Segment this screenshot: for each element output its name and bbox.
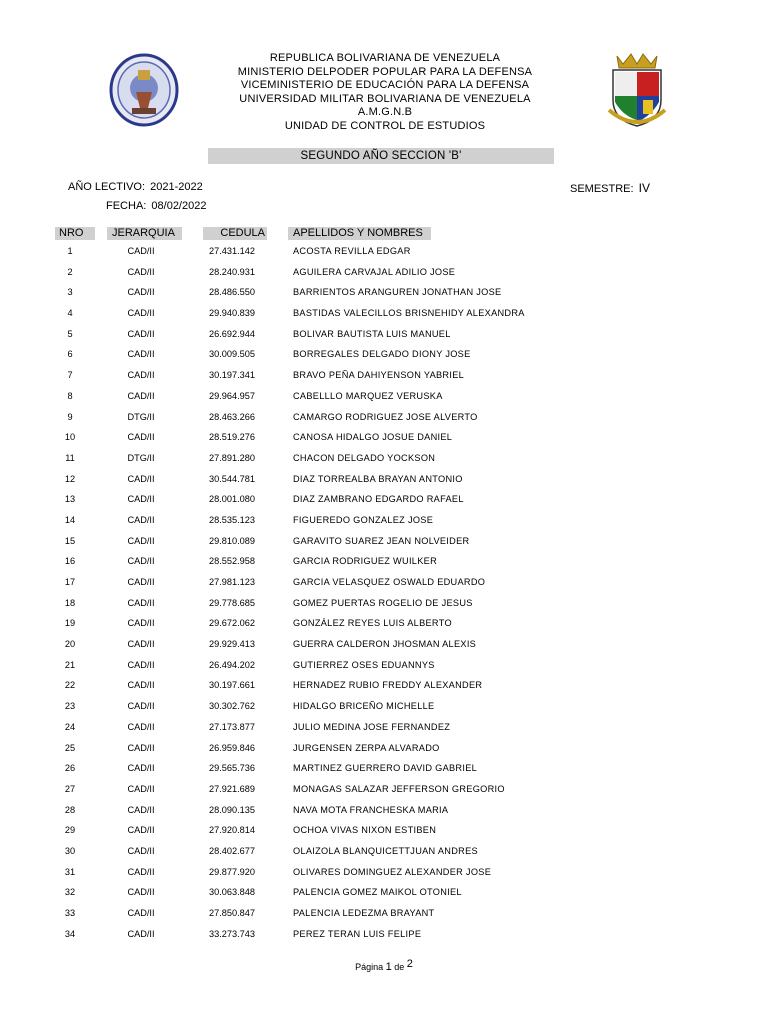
table-row <box>0 782 768 803</box>
row-cedula: 30.302.762 <box>209 701 255 712</box>
header-nro: NRO <box>55 227 95 240</box>
row-jerarquia: CAD/II <box>127 866 155 877</box>
semestre <box>570 181 650 195</box>
table-row <box>0 678 768 699</box>
row-cedula: 27.920.814 <box>209 825 255 836</box>
table-row <box>0 534 768 555</box>
row-cedula: 29.778.685 <box>209 597 255 608</box>
row-jerarquia: CAD/II <box>127 349 155 360</box>
row-jerarquia: CAD/II <box>127 328 155 339</box>
table-row <box>0 823 768 844</box>
table-row <box>0 844 768 865</box>
table-row <box>0 575 768 596</box>
table-row <box>0 927 768 948</box>
table-row <box>0 285 768 306</box>
row-cedula: 28.090.135 <box>209 804 255 815</box>
row-jerarquia: CAD/II <box>127 494 155 505</box>
table-row <box>0 472 768 493</box>
row-nombre: CABELLLO MARQUEZ VERUSKA <box>293 390 443 401</box>
row-nombre: MONAGAS SALAZAR JEFFERSON GREGORIO <box>293 783 505 794</box>
row-nro: 17 <box>64 577 76 587</box>
row-jerarquia: CAD/II <box>127 825 155 836</box>
row-cedula: 28.463.266 <box>209 411 255 422</box>
row-nombre: PALENCIA GOMEZ MAIKOL OTONIEL <box>293 887 462 898</box>
row-cedula: 26.494.202 <box>209 659 255 670</box>
row-cedula: 28.535.123 <box>209 514 255 525</box>
row-jerarquia: CAD/II <box>127 721 155 732</box>
row-nombre: GARCIA VELASQUEZ OSWALD EDUARDO <box>293 577 486 587</box>
row-nombre: BOLIVAR BAUTISTA LUIS MANUEL <box>293 328 451 339</box>
row-cedula: 33.273.743 <box>209 928 255 939</box>
table-row <box>0 368 768 389</box>
table-row <box>0 410 768 431</box>
row-nombre: CANOSA HIDALGO JOSUE DANIEL <box>293 432 453 443</box>
row-cedula: 28.402.677 <box>209 845 255 856</box>
header-line-university: UNIVERSIDAD MILITAR BOLIVARIANA DE VENEZUELA <box>239 92 531 105</box>
table-row <box>0 906 768 927</box>
row-cedula: 29.940.839 <box>209 308 255 319</box>
row-nombre: CAMARGO RODRIGUEZ JOSE ALVERTO <box>293 411 478 422</box>
row-cedula: 27.921.689 <box>209 783 255 794</box>
row-nombre: PALENCIA LEDEZMA BRAYANT <box>293 908 435 918</box>
row-nro: 15 <box>64 535 76 546</box>
row-nro: 9 <box>67 411 73 422</box>
fecha-value: 08/02/2022 <box>151 200 207 212</box>
row-nombre: AGUILERA CARVAJAL ADILIO JOSE <box>293 266 456 277</box>
coat-of-arms-icon <box>603 50 671 130</box>
row-nro: 22 <box>64 680 76 691</box>
row-nro: 3 <box>67 287 73 298</box>
row-cedula: 29.672.062 <box>209 618 255 629</box>
row-jerarquia: CAD/II <box>127 908 155 918</box>
ano-lectivo-value: 2021-2022 <box>150 181 203 193</box>
row-jerarquia: CAD/II <box>127 473 155 484</box>
row-nro: 19 <box>64 618 76 629</box>
row-cedula: 30.197.661 <box>209 680 255 691</box>
row-nro: 28 <box>64 804 76 815</box>
header-line-amgnb: A.M.G.N.B <box>357 106 413 118</box>
row-nro: 21 <box>64 659 76 670</box>
row-nombre: GARAVITO SUAREZ JEAN NOLVEIDER <box>293 535 470 546</box>
table-row <box>0 244 768 265</box>
row-nro: 23 <box>64 701 76 712</box>
header-line-unit: UNIDAD DE CONTROL DE ESTUDIOS <box>284 119 486 132</box>
row-nro: 31 <box>64 866 76 877</box>
row-cedula: 27.981.123 <box>209 577 255 587</box>
header-nombres: APELLIDOS Y NOMBRES <box>288 227 431 240</box>
row-cedula: 28.240.931 <box>209 266 255 277</box>
row-nombre: NAVA MOTA FRANCHESKA MARIA <box>293 804 449 815</box>
row-nro: 12 <box>64 473 76 484</box>
row-nro: 27 <box>64 783 76 794</box>
row-cedula: 30.009.505 <box>209 349 255 360</box>
table-row <box>0 492 768 513</box>
row-nombre: GUERRA CALDERON JHOSMAN ALEXIS <box>293 639 477 650</box>
row-cedula: 29.810.089 <box>209 535 255 546</box>
row-nombre: PEREZ TERAN LUIS FELIPE <box>293 928 422 939</box>
row-nombre: ACOSTA REVILLA EDGAR <box>293 246 411 256</box>
row-nombre: HIDALGO BRICEÑO MICHELLE <box>293 701 435 712</box>
table-row <box>0 596 768 617</box>
section-title: SEGUNDO AÑO SECCION 'B' <box>208 148 554 164</box>
table-row <box>0 451 768 472</box>
ano-lectivo <box>68 181 203 193</box>
row-jerarquia: CAD/II <box>127 804 155 815</box>
row-jerarquia: CAD/II <box>127 701 155 712</box>
row-jerarquia: DTG/II <box>127 411 155 422</box>
row-cedula: 28.552.958 <box>209 556 255 567</box>
row-jerarquia: CAD/II <box>127 659 155 670</box>
student-list <box>0 244 768 947</box>
row-jerarquia: CAD/II <box>127 783 155 794</box>
row-nro: 20 <box>64 639 76 650</box>
row-nombre: OCHOA VIVAS NIXON ESTIBEN <box>293 825 437 836</box>
row-nombre: JURGENSEN ZERPA ALVARADO <box>293 742 440 753</box>
row-jerarquia: CAD/II <box>127 370 155 381</box>
row-nro: 5 <box>67 328 73 339</box>
table-row <box>0 865 768 886</box>
table-row <box>0 513 768 534</box>
table-row <box>0 430 768 451</box>
row-jerarquia: CAD/II <box>127 246 155 256</box>
table-row <box>0 741 768 762</box>
table-row <box>0 761 768 782</box>
row-jerarquia: CAD/II <box>127 287 155 298</box>
row-jerarquia: CAD/II <box>127 535 155 546</box>
row-cedula: 29.565.736 <box>209 763 255 774</box>
row-jerarquia: CAD/II <box>127 556 155 567</box>
row-nro: 26 <box>64 763 76 774</box>
row-nro: 32 <box>64 887 76 898</box>
row-cedula: 27.850.847 <box>209 908 255 918</box>
header-line-republic: REPUBLICA BOLIVARIANA DE VENEZUELA <box>269 52 501 64</box>
header-cedula: CEDULA <box>203 227 267 240</box>
row-cedula: 30.063.848 <box>209 887 255 898</box>
table-row <box>0 265 768 286</box>
row-cedula: 30.544.781 <box>209 473 255 484</box>
table-row <box>0 720 768 741</box>
row-nro: 13 <box>64 494 76 505</box>
row-cedula: 28.486.550 <box>209 287 255 298</box>
row-nombre: GARCIA RODRIGUEZ WUILKER <box>293 556 438 567</box>
row-jerarquia: CAD/II <box>127 742 155 753</box>
row-nombre: GOMEZ PUERTAS ROGELIO DE JESUS <box>293 597 473 608</box>
row-jerarquia: CAD/II <box>127 390 155 401</box>
row-jerarquia: CAD/II <box>127 432 155 443</box>
table-row <box>0 327 768 348</box>
row-nro: 11 <box>65 452 75 463</box>
row-jerarquia: CAD/II <box>127 887 155 898</box>
row-nro: 24 <box>64 721 76 732</box>
row-nro: 2 <box>67 266 73 277</box>
row-jerarquia: DTG/II <box>127 452 155 463</box>
row-nro: 16 <box>64 556 76 567</box>
row-nombre: CHACON DELGADO YOCKSON <box>293 452 436 463</box>
row-jerarquia: CAD/II <box>127 639 155 650</box>
row-jerarquia: CAD/II <box>127 266 155 277</box>
row-nro: 25 <box>64 742 76 753</box>
row-cedula: 28.519.276 <box>209 432 255 443</box>
row-cedula: 27.891.280 <box>209 452 255 463</box>
row-nro: 34 <box>64 928 76 939</box>
row-cedula: 27.431.142 <box>209 246 255 256</box>
row-nro: 29 <box>64 825 76 836</box>
row-cedula: 27.173.877 <box>209 721 255 732</box>
row-cedula: 28.001.080 <box>209 494 255 505</box>
footer-de: de <box>394 962 405 972</box>
header-jerarquia: JERARQUIA <box>107 227 182 240</box>
row-nombre: DIAZ TORREALBA BRAYAN ANTONIO <box>293 473 463 484</box>
row-nro: 18 <box>64 597 76 608</box>
table-row <box>0 306 768 327</box>
row-nro: 33 <box>64 908 76 918</box>
row-jerarquia: CAD/II <box>127 928 155 939</box>
row-nombre: JULIO MEDINA JOSE FERNANDEZ <box>293 721 451 732</box>
row-nombre: BRAVO PEÑA DAHIYENSON YABRIEL <box>293 370 465 381</box>
table-row <box>0 885 768 906</box>
row-nro: 1 <box>67 246 73 256</box>
header-line-viceministry: VICEMINISTERIO DE EDUCACIÓN PARA LA DEFENSA <box>240 79 530 91</box>
row-nombre: GUTIERREZ OSES EDUANNYS <box>293 659 435 670</box>
row-nombre: DIAZ ZAMBRANO EDGARDO RAFAEL <box>293 494 464 505</box>
row-nro: 4 <box>67 308 73 319</box>
table-row <box>0 699 768 720</box>
row-nombre: BARRIENTOS ARANGUREN JONATHAN JOSE <box>293 287 502 298</box>
page-footer <box>0 958 768 973</box>
semestre-value: IV <box>638 181 650 195</box>
row-cedula: 29.877.920 <box>209 866 255 877</box>
document-header <box>180 52 590 133</box>
table-row <box>0 554 768 575</box>
footer-page-number: 1 <box>385 961 392 973</box>
row-cedula: 29.964.957 <box>209 390 255 401</box>
row-jerarquia: CAD/II <box>127 597 155 608</box>
row-nombre: OLIVARES DOMINGUEZ ALEXANDER JOSE <box>293 866 492 877</box>
semestre-label: SEMESTRE: <box>570 183 634 195</box>
row-jerarquia: CAD/II <box>127 763 155 774</box>
row-nro: 8 <box>67 390 73 401</box>
row-cedula: 26.959.846 <box>209 742 255 753</box>
row-jerarquia: CAD/II <box>127 680 155 691</box>
row-nro: 14 <box>64 514 76 525</box>
row-nombre: GONZÁLEZ REYES LUIS ALBERTO <box>293 618 452 629</box>
row-nro: 7 <box>67 370 73 381</box>
row-nombre: FIGUEREDO GONZALEZ JOSE <box>293 514 434 525</box>
row-jerarquia: CAD/II <box>127 845 155 856</box>
table-row <box>0 389 768 410</box>
fecha <box>106 200 206 212</box>
table-row <box>0 637 768 658</box>
footer-total-pages: 2 <box>406 958 413 970</box>
row-nombre: BASTIDAS VALECILLOS BRISNEHIDY ALEXANDRA <box>293 308 525 319</box>
footer-pagina: Página <box>355 962 384 972</box>
row-nro: 30 <box>64 845 76 856</box>
row-nombre: BORREGALES DELGADO DIONY JOSE <box>293 349 471 360</box>
row-nombre: OLAIZOLA BLANQUICETTJUAN ANDRES <box>293 845 478 856</box>
fecha-label: FECHA: <box>106 200 147 212</box>
row-nro: 10 <box>64 432 76 443</box>
university-seal-icon <box>108 52 180 128</box>
row-nombre: MARTINEZ GUERRERO DAVID GABRIEL <box>293 763 478 774</box>
row-jerarquia: CAD/II <box>127 577 155 587</box>
row-jerarquia: CAD/II <box>127 514 155 525</box>
row-cedula: 26.692.944 <box>209 328 255 339</box>
row-cedula: 29.929.413 <box>209 639 255 650</box>
header-line-ministry: MINISTERIO DELPODER POPULAR PARA LA DEFENSA <box>237 65 533 78</box>
table-row <box>0 616 768 637</box>
row-cedula: 30.197.341 <box>209 370 255 381</box>
table-row <box>0 658 768 679</box>
row-jerarquia: CAD/II <box>127 618 155 629</box>
row-nro: 6 <box>67 349 73 360</box>
row-nombre: HERNADEZ RUBIO FREDDY ALEXANDER <box>293 680 483 691</box>
table-row <box>0 803 768 824</box>
row-jerarquia: CAD/II <box>127 308 155 319</box>
ano-lectivo-label: AÑO LECTIVO: <box>68 181 146 193</box>
table-row <box>0 347 768 368</box>
